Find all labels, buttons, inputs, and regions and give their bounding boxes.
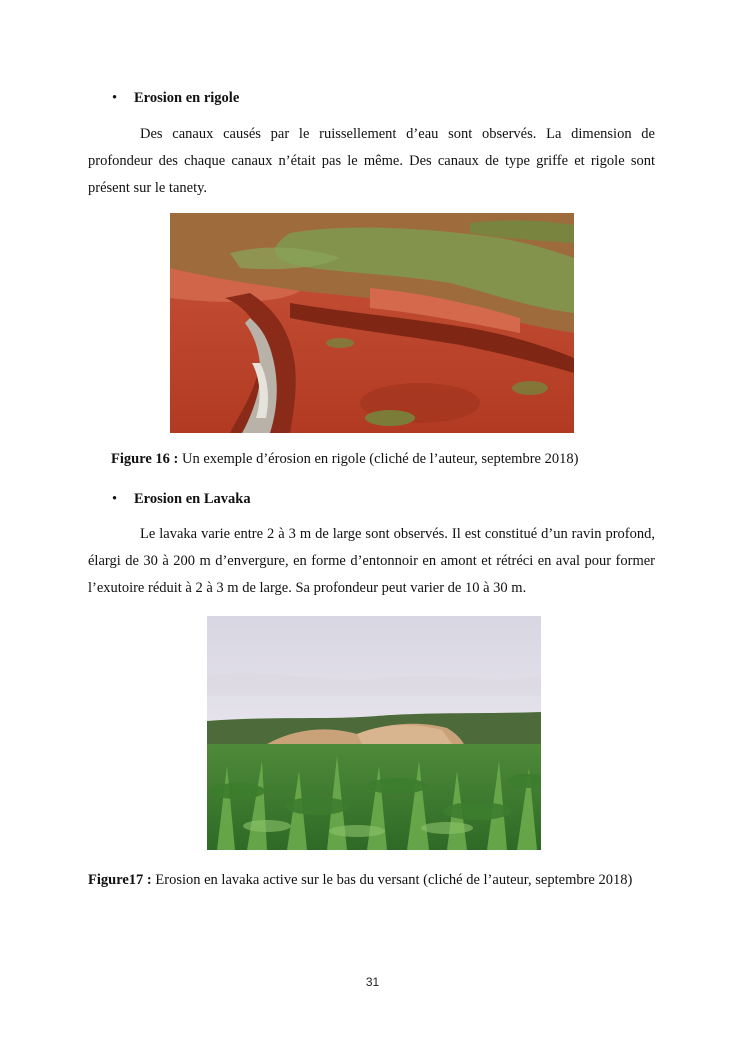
paragraph-lavaka: [88, 521, 655, 602]
caption-text: Un exemple d’érosion en rigole (cliché de l’auteur, septembre 2018): [178, 451, 579, 467]
page-number: 31: [365, 975, 380, 989]
caption-text: Erosion en lavaka active sur le bas du versant (cliché de l’auteur, septembre 2018): [151, 872, 633, 888]
paragraph-rigole: [88, 121, 655, 202]
figure-17-photo: [207, 616, 541, 850]
figure-16-photo: [170, 213, 574, 433]
bullet-icon: •: [112, 90, 118, 106]
paragraph-text: Des canaux causés par le ruissellement d’eau sont observés. La dimension de profondeur des chaque canaux n’était pas le même. Des canaux de type griffe et rigole sont présent sur le tanety.: [88, 126, 655, 196]
figure-label: Figure17 :: [88, 872, 152, 888]
figure-16-caption: [111, 451, 578, 468]
figure-17-caption: [88, 872, 632, 889]
paragraph-text: Le lavaka varie entre 2 à 3 m de large sont observés. Il est constitué d’un ravin profond, élargi de 30 à 200 m d’envergure, en forme d’entonnoir en amont et rétréci en aval pour former l’exutoire réduit à 2 à 3 m de large. Sa profondeur peut varier de 10 à 30 m.: [88, 526, 655, 596]
section-heading-rigole: [112, 90, 239, 107]
section-heading-lavaka: [112, 491, 251, 508]
heading-text: Erosion en Lavaka: [134, 491, 251, 507]
heading-text: Erosion en rigole: [134, 90, 240, 106]
bullet-icon: •: [112, 491, 118, 507]
figure-label: Figure 16 :: [111, 451, 179, 467]
